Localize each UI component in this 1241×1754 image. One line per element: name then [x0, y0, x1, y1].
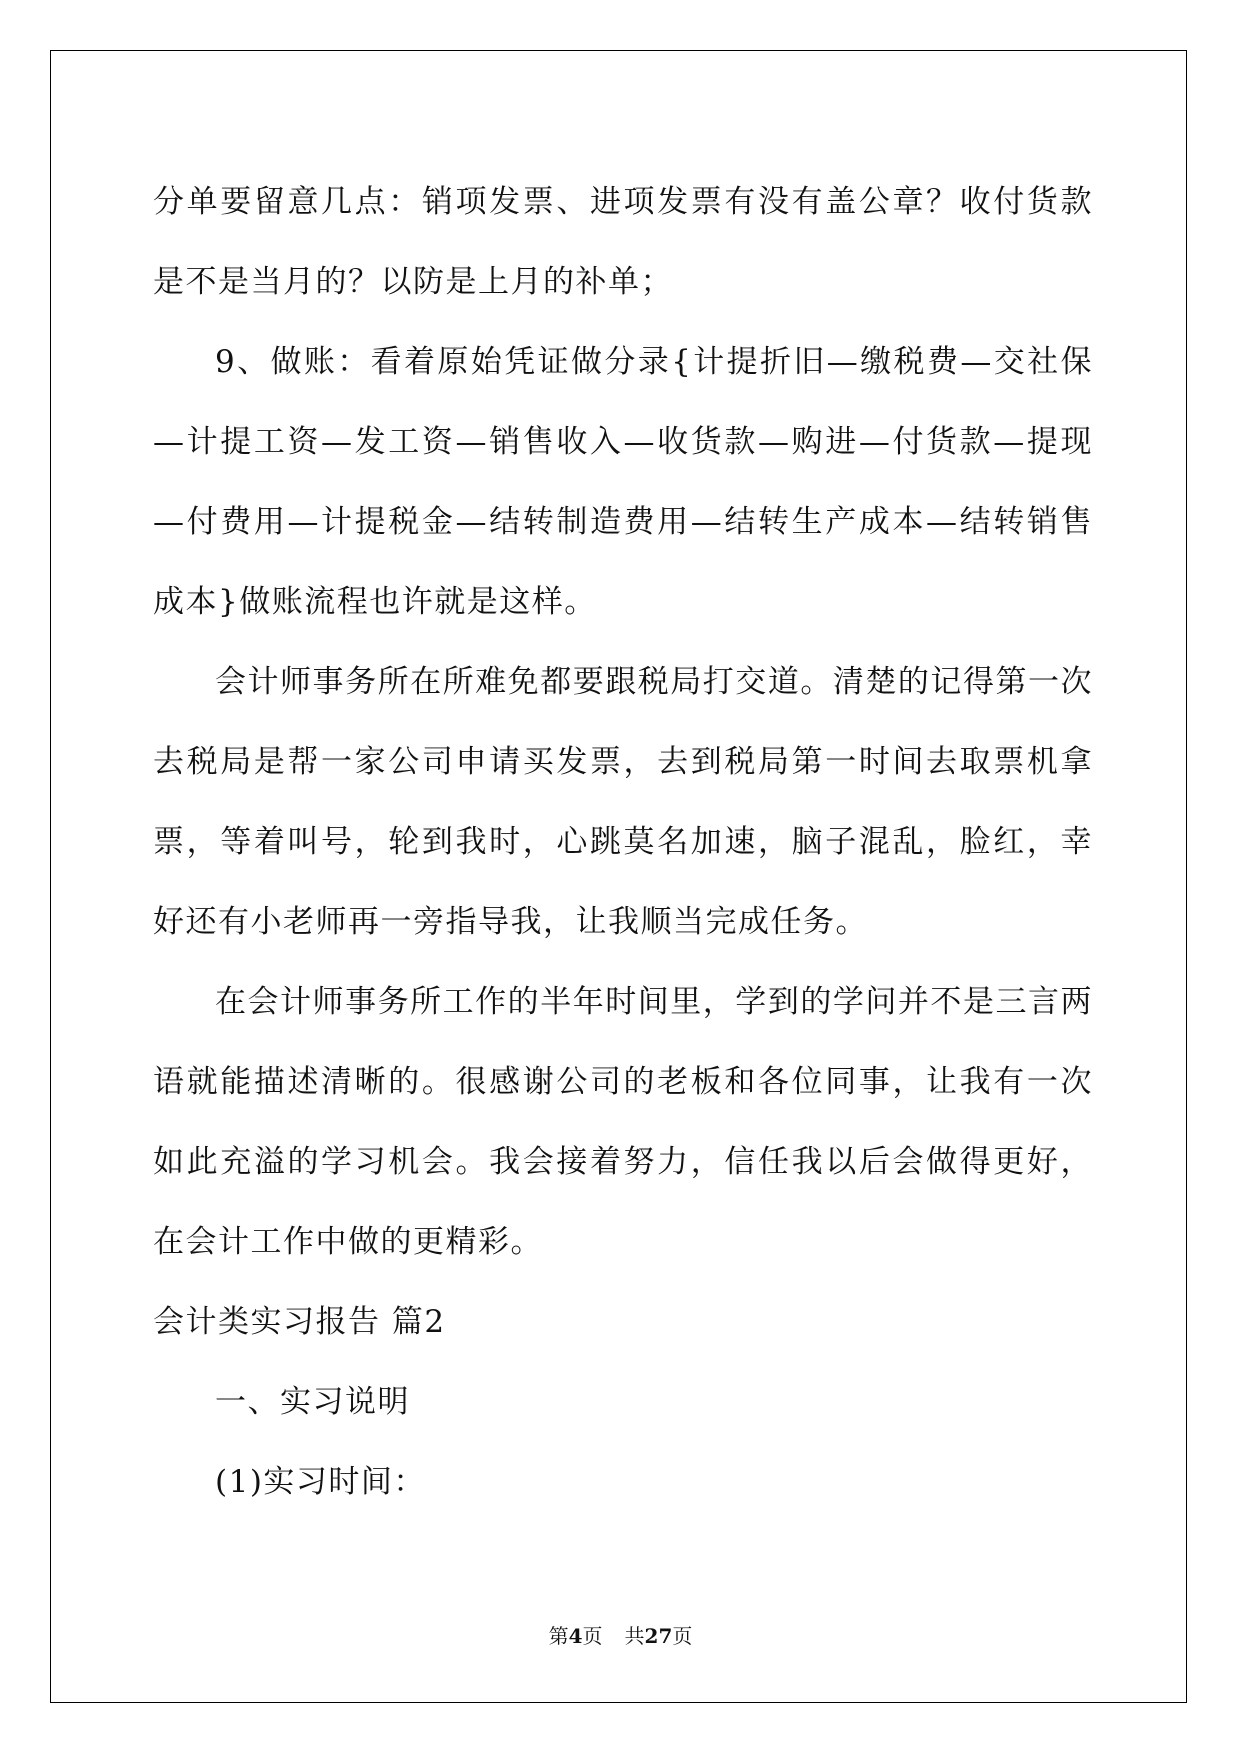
paragraph: 会计师事务所在所难免都要跟税局打交道。清楚的记得第一次去税局是帮一家公司申请买发票，去到税局第一时间去取票机拿票，等着叫号，轮到我时，心跳莫名加速，脑子混乱，脸红，幸好还有小老师再一旁指导我，让我顺当完成任务。 — [153, 664, 1093, 940]
subsection-heading: 一、实习说明 — [215, 1384, 410, 1420]
total-prefix: 共 — [624, 1624, 645, 1648]
document-body — [153, 162, 1093, 1522]
page-footer — [0, 1620, 1241, 1649]
page-prefix: 第 — [548, 1624, 569, 1648]
section-heading: 会计类实习报告 篇2 — [153, 1304, 446, 1340]
total-suffix: 页 — [672, 1624, 693, 1648]
paragraph: 9、做账：看着原始凭证做分录{计提折旧—缴税费—交社保—计提工资—发工资—销售收入—收货款—购进—付货款—提现—付费用—计提税金—结转制造费用—结转生产成本—结转销售成本}做账流程也许就是这样。 — [153, 344, 1093, 620]
list-item: (1)实习时间： — [215, 1464, 426, 1500]
total-pages: 27 — [644, 1624, 673, 1648]
page-number: 4 — [568, 1624, 583, 1648]
paragraph: 在会计师事务所工作的半年时间里，学到的学问并不是三言两语就能描述清晰的。很感谢公司的老板和各位同事，让我有一次如此充溢的学习机会。我会接着努力，信任我以后会做得更好，在会计工作中做的更精彩。 — [153, 984, 1093, 1260]
paragraph: 分单要留意几点：销项发票、进项发票有没有盖公章？收付货款是不是当月的？以防是上月的补单； — [153, 184, 1093, 300]
page-suffix: 页 — [582, 1624, 603, 1648]
